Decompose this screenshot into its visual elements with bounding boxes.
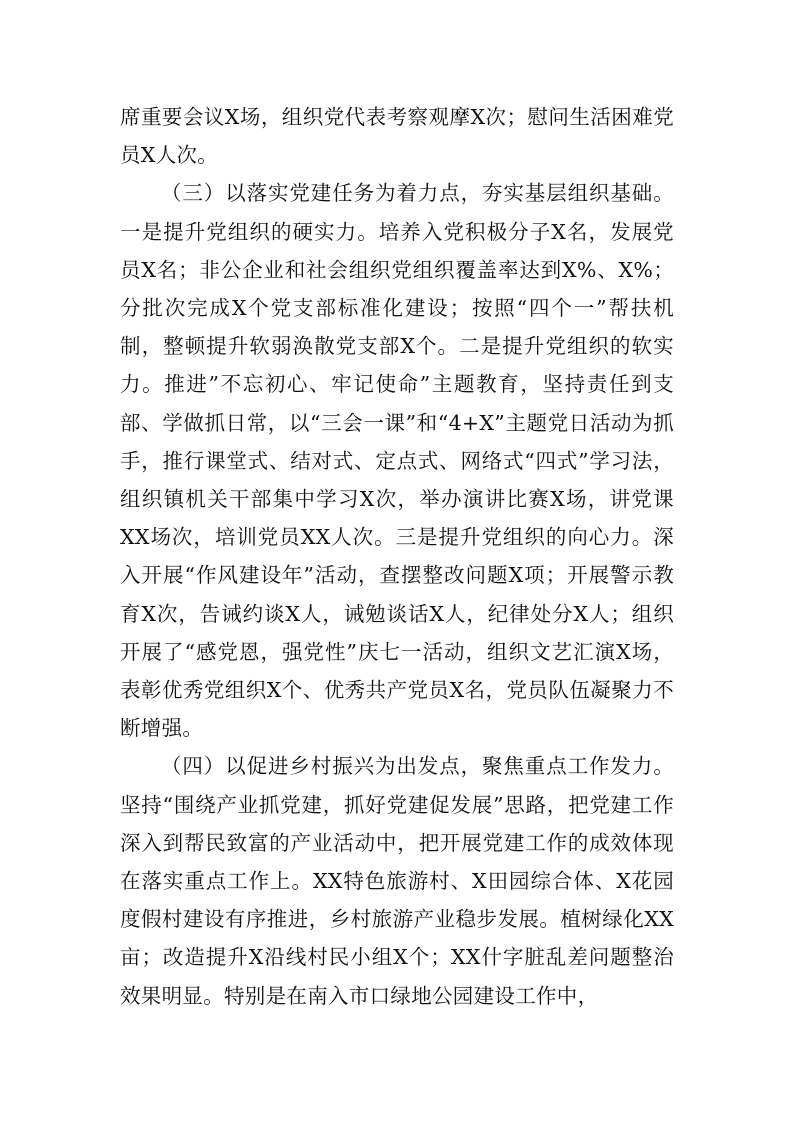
paragraph-section-4: （四）以促进乡村振兴为出发点，聚焦重点工作发力。坚持“围绕产业抓党建，抓好党建促发展”思路，把党建工作深入到帮民致富的产业活动中，把开展党建工作的成效体现在落实重点工作上。XX特色旅游村、X田园综合体、X花园度假村建设有序推进，乡村旅游产业稳步发展。植树绿化XX亩；改造提升X沿线村民小组X个；XX什字脏乱差问题整治效果明显。特别是在南入市口绿地公园建设工作中， xyxy=(120,754,674,1008)
paragraph-continuation: 席重要会议X场，组织党代表考察观摩X次；慰问生活困难党员X人次。 xyxy=(120,105,674,168)
paragraph-section-3: （三）以落实党建任务为着力点，夯实基层组织基础。一是提升党组织的硬实力。培养入党积极分子X名，发展党员X名；非公企业和社会组织党组织覆盖率达到X%、X%；分批次完成X个党支部标准化建设；按照“四个一”帮扶机制，整顿提升软弱涣散党支部X个。二是提升党组织的软实力。推进”不忘初心、牢记使命”主题教育，坚持责任到支部、学做抓日常，以“三会一课”和“4+X”主题党日活动为抓手，推行课堂式、结对式、定点式、网络式“四式”学习法，组织镇机关干部集中学习X次，举办演讲比赛X场，讲党课XX场次，培训党员XX人次。三是提升党组织的向心力。深入开展“作风建设年”活动，查摆整改问题X项；开展警示教育X次，告诫约谈X人，诫勉谈话X人，纪律处分X人；组织开展了“感党恩，强党性”庆七一活动，组织文艺汇演X场，表彰优秀党组织X个、优秀共产党员X名，党员队伍凝聚力不断增强。 xyxy=(120,181,674,741)
document-body xyxy=(120,98,674,1015)
